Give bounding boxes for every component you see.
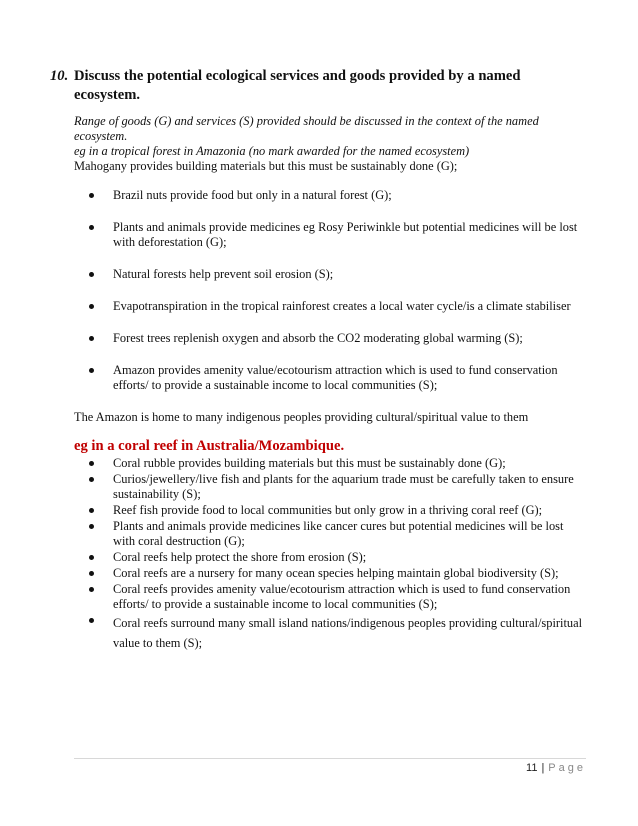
question-heading	[50, 67, 590, 105]
list-item: Evapotranspiration in the tropical rainforest creates a local water cycle/is a climate stabiliser	[74, 299, 584, 314]
example-note: eg in a tropical forest in Amazonia (no mark awarded for the named ecosystem)	[74, 144, 470, 158]
list-item: Coral rubble provides building materials but this must be sustainably done (G);	[74, 456, 584, 471]
bullet-icon	[89, 225, 94, 230]
list-item: Coral reefs help protect the shore from erosion (S);	[74, 550, 584, 565]
list-item: Coral reefs provides amenity value/ecotourism attraction which is used to fund conservation efforts/ to provide a sustainable income to local communities (S);	[74, 582, 584, 612]
amazon-bullet-list	[74, 188, 584, 393]
bullet-icon	[89, 508, 94, 513]
bullet-icon	[89, 587, 94, 592]
list-item: Amazon provides amenity value/ecotourism attraction which is used to fund conservation efforts/ to provide a sustainable income to local communities (S);	[74, 363, 584, 393]
list-item: Natural forests help prevent soil erosion (S);	[74, 267, 584, 282]
question-number: 10.	[50, 68, 69, 84]
bullet-icon	[89, 304, 94, 309]
list-item: Forest trees replenish oxygen and absorb the CO2 moderating global warming (S);	[74, 331, 584, 346]
list-item: Reef fish provide food to local communities but only grow in a thriving coral reef (G);	[74, 503, 584, 518]
bullet-icon	[89, 555, 94, 560]
question-text-line-2: ecosystem.	[74, 87, 141, 103]
page-label: Page	[548, 762, 586, 774]
list-item: Plants and animals provide medicines eg Rosy Periwinkle but potential medicines will be lost with deforestation (G);	[74, 220, 584, 250]
list-item: Coral reefs are a nursery for many ocean species helping maintain global biodiversity (S);	[74, 566, 584, 581]
bullet-icon	[89, 477, 94, 482]
bullet-icon	[89, 618, 94, 623]
list-item: Brazil nuts provide food but only in a natural forest (G);	[74, 188, 584, 203]
footer-separator: |	[541, 762, 545, 774]
list-item: Plants and animals provide medicines like cancer cures but potential medicines will be lost with coral destruction (G);	[74, 519, 584, 549]
question-text-line-1: Discuss the potential ecological services and goods provided by a named	[74, 68, 521, 84]
page-number: 11	[526, 762, 538, 774]
amazon-intro: Mahogany provides building materials but this must be sustainably done (G);	[74, 159, 458, 173]
list-item: Coral reefs surround many small island nations/indigenous peoples providing cultural/spiritual value to them (S);	[74, 613, 584, 653]
list-item: Curios/jewellery/live fish and plants for the aquarium trade must be carefully taken to ensure sustainability (S);	[74, 472, 584, 502]
footer-divider	[74, 758, 586, 759]
bullet-icon	[89, 368, 94, 373]
amazon-closing: The Amazon is home to many indigenous peoples providing cultural/spiritual value to them	[74, 410, 529, 424]
bullet-icon	[89, 571, 94, 576]
range-note: Range of goods (G) and services (S) provided should be discussed in the context of the named ecosystem.	[74, 114, 539, 143]
bullet-icon	[89, 461, 94, 466]
bullet-icon	[89, 524, 94, 529]
bullet-icon	[89, 193, 94, 198]
coral-reef-heading: eg in a coral reef in Australia/Mozambique.	[74, 438, 345, 454]
answer-content	[74, 114, 584, 654]
bullet-icon	[89, 272, 94, 277]
page-footer	[526, 762, 586, 774]
bullet-icon	[89, 336, 94, 341]
coral-bullet-list	[74, 456, 584, 653]
